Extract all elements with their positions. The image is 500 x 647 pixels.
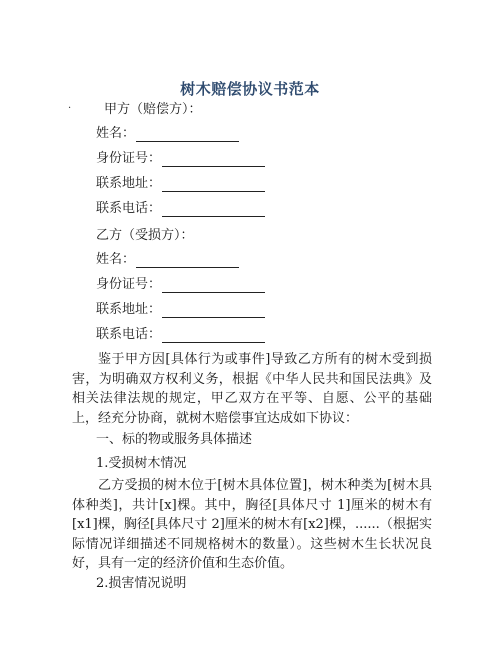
field-label: 姓名： xyxy=(96,126,136,141)
field-blank xyxy=(162,329,265,343)
subsection-heading: 2.损害情况说明 xyxy=(96,576,187,591)
field-label: 身份证号： xyxy=(96,277,162,292)
party-a-name-field xyxy=(96,126,239,142)
party-b-name-field xyxy=(96,252,239,268)
field-blank xyxy=(162,178,265,192)
field-label: 身份证号： xyxy=(96,151,162,166)
party-b-phone-field xyxy=(96,327,265,343)
field-label: 姓名： xyxy=(96,252,136,267)
field-label: 联系地址： xyxy=(96,302,162,317)
bullet-mark: · xyxy=(68,103,72,114)
intro-paragraph: 鉴于甲方因[具体行为或事件]导致乙方所有的树木受到损害，为明确双方权利义务，根据《中华人民共和国民法典》及相关法律法规的规定，甲乙双方在平等、自愿、公平的基础上，经充分协商，就树木赔偿事宜达成如下协议： xyxy=(72,352,432,426)
party-a-address-field xyxy=(96,176,265,192)
party-b-address-field xyxy=(96,302,265,318)
party-b-heading: 乙方（受损方）： xyxy=(96,228,194,243)
party-a-heading: 甲方（赔偿方）： xyxy=(104,102,202,117)
document-title: 树木赔偿协议书范本 xyxy=(180,80,320,98)
field-label: 联系电话： xyxy=(96,201,162,216)
subsection-heading: 1.受损树木情况 xyxy=(96,456,187,471)
field-blank xyxy=(162,153,265,167)
tree-paragraph: 乙方受损的树木位于[树木具体位置]，树木种类为[树木具体种类]，共计[x]棵。其中，胸径[具体尺寸 1]厘米的树木有[x1]棵，胸径[具体尺寸 2]厘米的树木有[x2]棵，......（根据实际情况详细描述不同规格树木的数量）。这些树木生长状况良好，具有一定的经济价值和生态价值。 xyxy=(72,478,432,571)
field-label: 联系电话： xyxy=(96,327,162,342)
field-label: 联系地址： xyxy=(96,176,162,191)
field-blank xyxy=(136,128,239,142)
field-blank xyxy=(162,304,265,318)
field-blank xyxy=(162,279,265,293)
party-a-id-field xyxy=(96,151,265,167)
field-blank xyxy=(136,254,239,268)
section-heading: 一、标的物或服务具体描述 xyxy=(96,432,253,447)
field-blank xyxy=(162,203,265,217)
party-a-phone-field xyxy=(96,201,265,217)
party-b-id-field xyxy=(96,277,265,293)
